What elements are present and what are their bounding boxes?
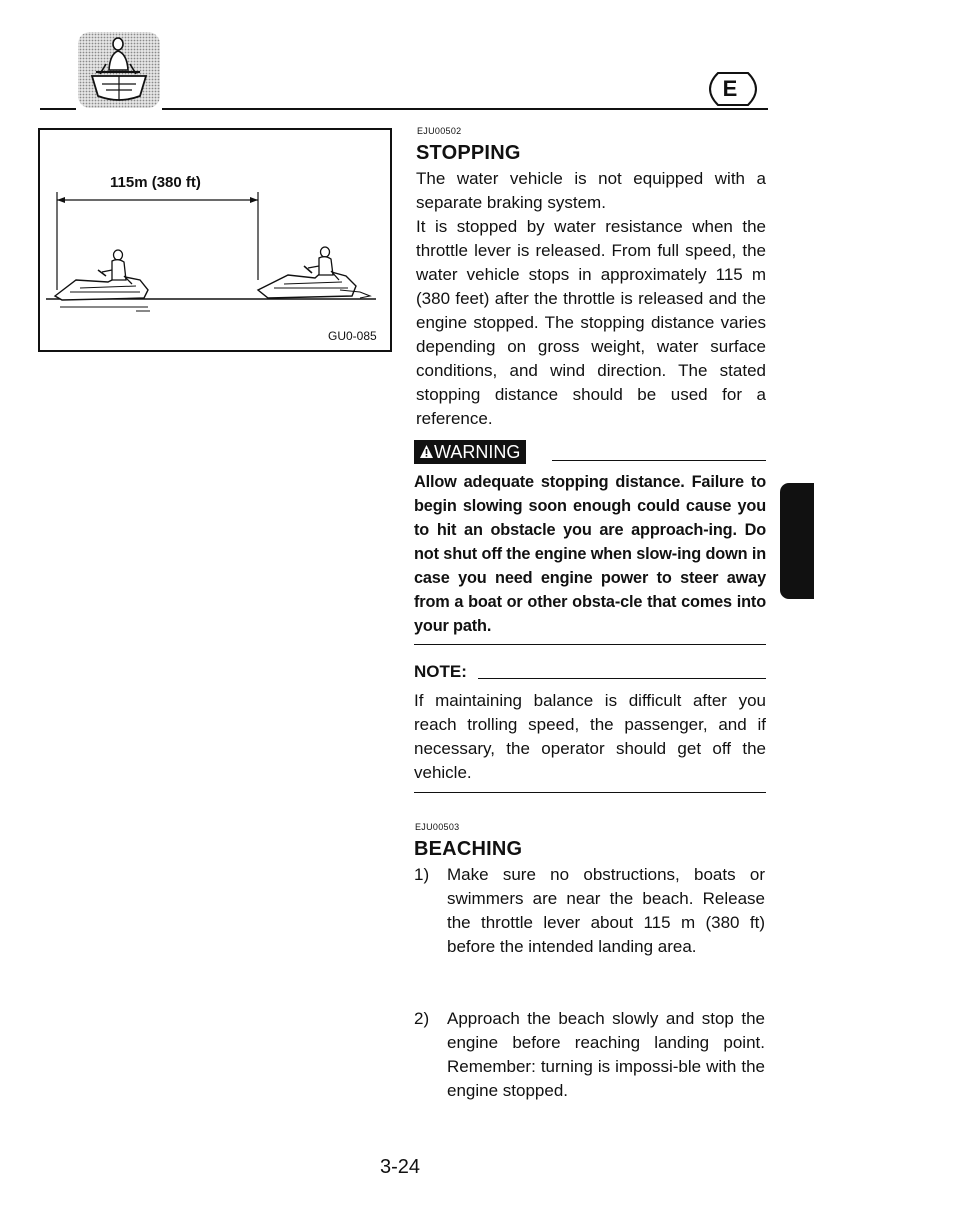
figure-code: GU0-085 xyxy=(328,329,377,343)
warning-triangle-icon xyxy=(419,444,434,459)
arrow-left-icon xyxy=(57,197,65,203)
note-label: NOTE: xyxy=(414,662,467,681)
section-heading-stopping: STOPPING xyxy=(416,142,521,164)
figure-distance-label: 115m (380 ft) xyxy=(110,174,201,191)
section-code: EJU00503 xyxy=(415,822,460,832)
arrow-right-icon xyxy=(250,197,258,203)
note-text: If maintaining balance is difficult after you reach trolling speed, the passenger, and if necessary, the operator should get off the vehicle. xyxy=(414,691,766,782)
section-heading-beaching: BEACHING xyxy=(414,838,523,860)
stopping-body xyxy=(416,167,766,431)
warning-label: WARNING xyxy=(434,442,521,462)
stopping-paragraph: The water vehicle is not equipped with a separate braking system. xyxy=(416,169,766,212)
watercraft-stopped-icon xyxy=(258,247,370,298)
warning-text: Allow adequate stopping distance. Failure to begin slowing soon enough could cause you to hit an obstacle you are approach-ing. Do not shut off the engine when slow-ing down in case you need engine power to steer away from a boat or other obsta-cle that comes into your path. xyxy=(414,473,766,635)
language-badge xyxy=(700,71,766,107)
warning-rule xyxy=(414,644,766,645)
note-rule xyxy=(478,678,766,679)
step-number: 1) xyxy=(414,865,430,884)
watercraft-released-icon xyxy=(55,250,148,300)
header-rule xyxy=(162,108,768,110)
step-number: 2) xyxy=(414,1009,430,1028)
warning-badge xyxy=(414,440,526,464)
chapter-thumb-tab xyxy=(780,483,814,599)
note-rule xyxy=(414,792,766,793)
stopping-distance-figure xyxy=(40,130,390,350)
page-number: 3-24 xyxy=(380,1156,421,1178)
header-rule xyxy=(40,108,76,110)
language-badge-label: E xyxy=(722,76,738,101)
warning-rule xyxy=(552,460,766,461)
step-text: Approach the beach slowly and stop the engine before reaching landing point. Remember: turning is impossi-ble with the engine stopped. xyxy=(447,1009,765,1100)
water-ripple xyxy=(60,307,150,311)
section-code: EJU00502 xyxy=(417,126,462,136)
stopping-paragraph: It is stopped by water resistance when the throttle lever is released. From full speed, the water vehicle stops in approximately 115 m (380 feet) after the throttle is released and the engine stopped. The stopping distance varies depending on gross weight, water surface conditions, and wind direction. The stated stopping distance should be used for a reference. xyxy=(416,217,766,428)
step-text: Make sure no obstructions, boats or swimmers are near the beach. Release the throttle lever about 115 m (380 ft) before the intended landing area. xyxy=(447,865,765,956)
watercraft-rider-icon xyxy=(76,30,162,110)
